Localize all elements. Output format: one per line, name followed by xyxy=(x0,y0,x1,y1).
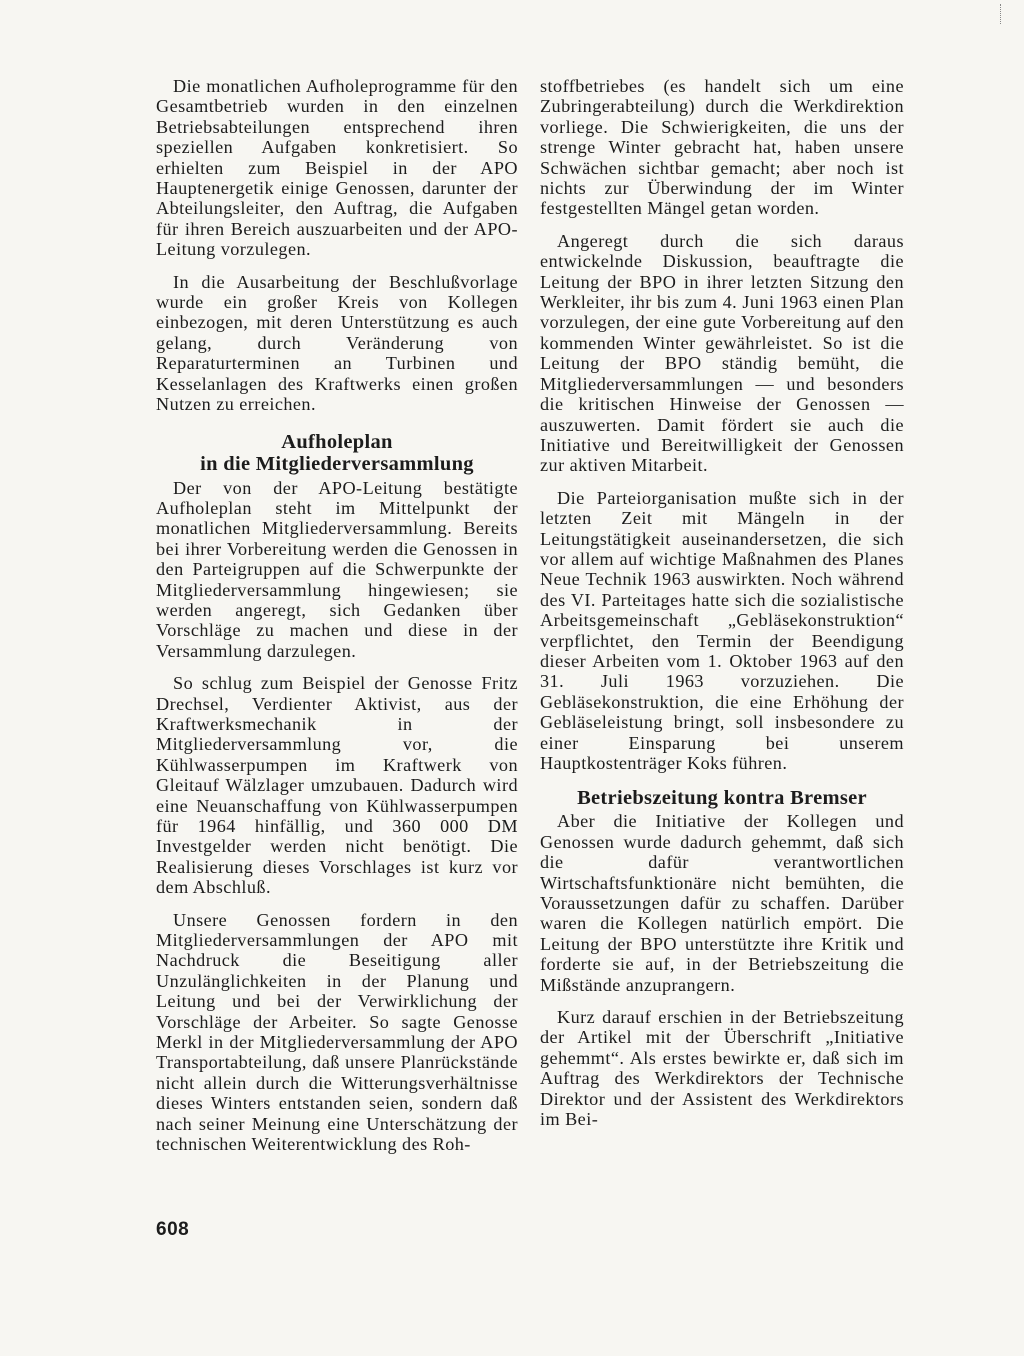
scan-edge-mark xyxy=(1000,4,1004,24)
paragraph: Aber die Initiative der Kollegen und Genossen wurde dadurch gehemmt, daß sich die dafür verantwortlichen Wirtschaftsfunktionäre nicht bemühten, die Voraussetzungen dafür zu schaffen. Darüber waren die Kollegen natürlich empört. Die Leitung der BPO unterstützte ihre Kritik und forderte sie auf, in der Betriebszeitung die Mißstände anzuprangern. xyxy=(540,811,904,995)
section-heading-line: in die Mitgliederversammlung xyxy=(200,452,474,475)
page-number: 608 xyxy=(156,1219,190,1240)
paragraph: stoffbetriebes (es handelt sich um eine Zubringerabteilung) durch die Werkdirektion vorliege. Die Schwierigkeiten, die uns der strenge Winter gebracht hat, haben unsere Schwächen sichtbar gemacht; aber noch ist nichts zur Überwindung der im Winter festgestellten Mängel getan worden. xyxy=(540,76,904,219)
section-heading xyxy=(156,431,518,475)
paragraph: Kurz darauf erschien in der Betriebszeitung der Artikel mit der Überschrift „Initiative gehemmt“. Als erstes bewirkte er, daß sich im Auftrag des Werkdirektors der Technische Direktor und der Assistent des Werkdirektors im Bei- xyxy=(540,1007,904,1130)
paragraph: In die Ausarbeitung der Beschlußvorlage wurde ein großer Kreis von Kollegen einbezogen, mit deren Unterstützung es auch gelang, durch Veränderung von Reparaturterminen an Turbinen und Kesselanlagen des Kraftwerks einen großen Nutzen zu erreichen. xyxy=(156,271,518,415)
paragraph: Die Parteiorganisation mußte sich in der letzten Zeit mit Mängeln in der Leitungstätigkeit auseinandersetzen, die sich vor allem auf wichtige Maßnahmen des Planes Neue Technik 1963 auswirkten. Noch während des VI. Parteitages hatte sich die sozialistische Arbeitsgemeinschaft „Gebläsekonstruktion“ verpflichtet, den Termin der Beendigung dieser Arbeiten vom 1. Oktober 1963 auf den 31. Juli 1963 vorzuziehen. Die Gebläsekonstruktion, die eine Erhöhung der Gebläseleistung bringt, soll insbesondere zu einer Einsparung bei unserem Hauptkostenträger Koks führen. xyxy=(540,487,904,773)
section-heading: Betriebszeitung kontra Bremser xyxy=(577,787,867,810)
left-column xyxy=(156,76,518,1167)
paragraph: So schlug zum Beispiel der Genosse Fritz Drechsel, Verdienter Aktivist, aus der Kraftwerksmechanik in der Mitgliederversammlung vor, die Kühlwasserpumpen im Kraftwerk von Gleitauf Wälzlager umzubauen. Dadurch wird eine Neuanschaffung von Kühlwasserpumpen für 1964 hinfällig, und 360 000 DM Investgelder werden nicht benötigt. Die Realisierung dieses Vorschlages ist kurz vor dem Abschluß. xyxy=(156,673,518,898)
paragraph: Angeregt durch die sich daraus entwickelnde Diskussion, beauftragte die Leitung der BPO in ihrer letzten Sitzung den Werkleiter, ihr bis zum 4. Juni 1963 einen Plan vorzulegen, der eine gute Vorbereitung auf den kommenden Winter gewährleistet. So ist die Leitung der BPO ständig bemüht, die Mitgliederversammlungen — und besonders die kritischen Hinweise der Genossen — auszuwerten. Damit fördert sie auch die Initiative und Bereitwilligkeit der Genossen zur aktiven Mitarbeit. xyxy=(540,230,904,476)
paragraph: Die monatlichen Aufholeprogramme für den Gesamtbetrieb wurden in den einzelnen Betriebsabteilungen entsprechend ihren speziellen Aufgaben konkretisiert. So erhielten zum Beispiel in der APO Hauptenergetik einige Genossen, darunter der Abteilungsleiter, den Auftrag, die Aufgaben für ihren Bereich auszuarbeiten und der APO-Leitung vorzulegen. xyxy=(156,76,518,260)
right-column xyxy=(540,76,904,1142)
paragraph: Unsere Genossen fordern in den Mitgliederversammlungen der APO mit Nachdruck die Beseitigung aller Unzulänglichkeiten in der Planung und Leitung und bei der Verwirklichung der Vorschläge der Arbeiter. So sagte Genosse Merkl in der Mitgliederversammlung der APO Transportabteilung, daß unsere Planrückstände nicht allein durch die Witterungsverhältnisse dieses Winters entstanden seien, sondern daß nach seiner Meinung eine Unterschätzung der technischen Weiterentwicklung des Roh- xyxy=(156,909,518,1155)
section-heading-line: Aufholeplan xyxy=(281,430,393,453)
paragraph: Der von der APO-Leitung bestätigte Aufholeplan steht im Mittelpunkt der monatlichen Mitgliederversammlung. Bereits bei ihrer Vorbereitung werden die Genossen in den Parteigruppen auf die Schwerpunkte der Mitgliederversammlung hingewiesen; sie werden angeregt, sich Gedanken über Vorschläge zu machen und diese in der Versammlung darzulegen. xyxy=(156,477,518,661)
